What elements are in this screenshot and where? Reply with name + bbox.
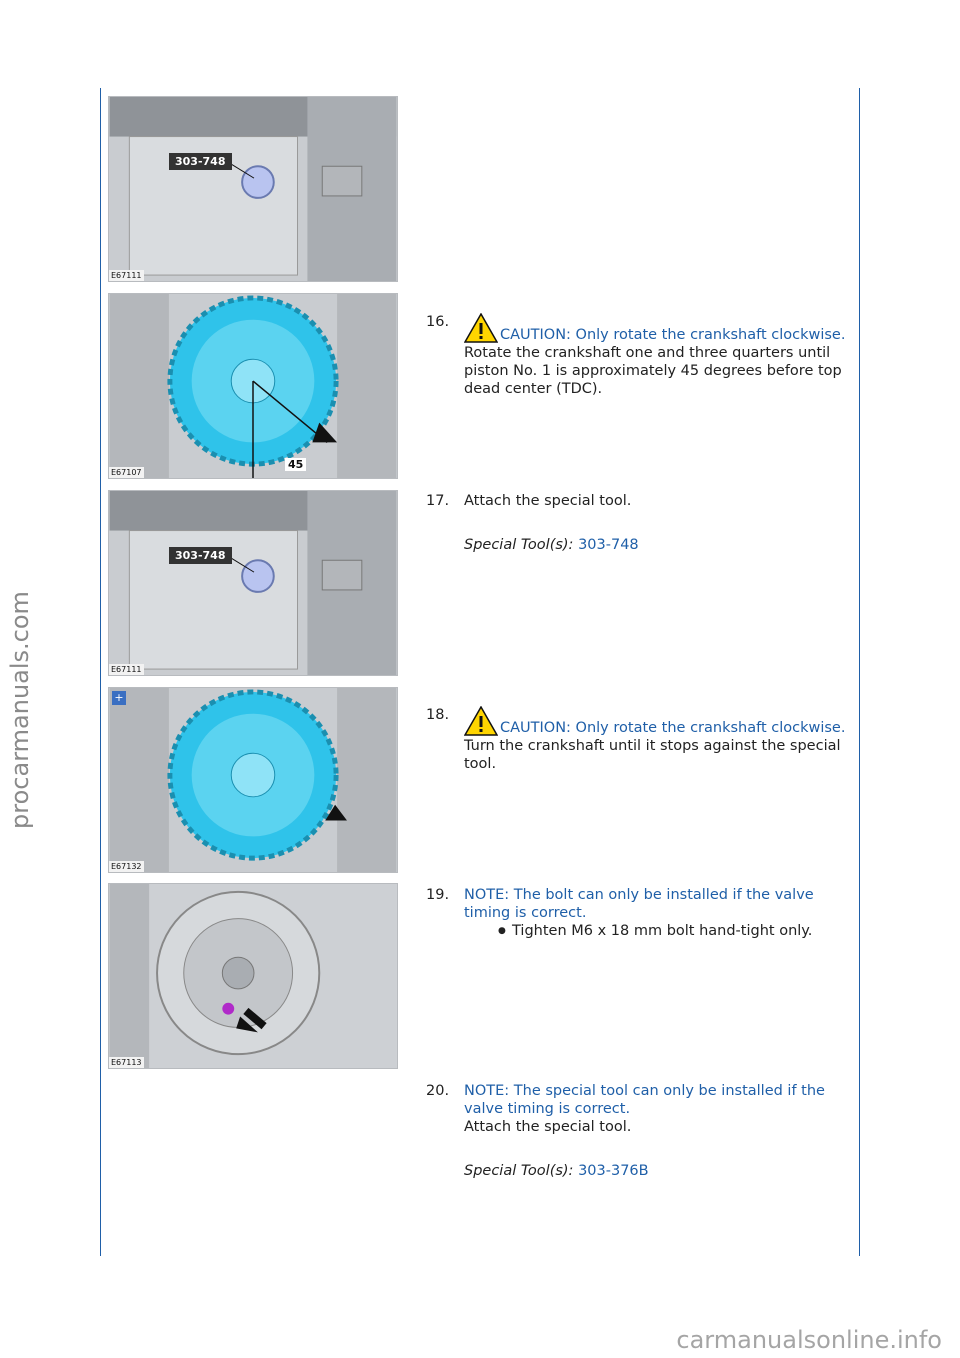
pulley-illustration [109,294,397,478]
side-watermark-text: procarmanuals.com [6,591,35,829]
pulley-illustration [109,688,397,872]
bullet-list [464,922,846,940]
caution-text: CAUTION: Only rotate the crankshaft clockwise. [500,327,846,343]
step-number: 18. [426,707,450,723]
bottom-watermark: carmanualsonline.info [676,1326,942,1354]
step-text: Attach the special tool. [464,1119,632,1135]
special-tool-label: Special Tool(s): [464,537,574,553]
step-number: 17. [426,493,450,509]
figure-tool-engine-2[interactable] [108,490,398,676]
figure-pulley-stop[interactable] [108,687,398,873]
figure-pulley-45[interactable] [108,293,398,479]
note-text: NOTE: The special tool can only be installed if the valve timing is correct. [464,1083,825,1117]
angle-label: 45 [285,458,306,471]
special-tool-link[interactable]: 303-748 [578,537,639,553]
side-watermark [0,560,40,860]
left-rule [100,88,101,1256]
caution [464,706,846,737]
special-tool-link[interactable]: 303-376B [578,1163,649,1179]
step-text: Turn the crankshaft until it stops against the special tool. [464,738,841,772]
zoom-icon[interactable]: + [112,691,126,705]
step-text: Rotate the crankshaft one and three quarters until piston No. 1 is approximately 45 degrees before top dead center (TDC). [464,345,842,397]
special-tool-label: Special Tool(s): [464,1163,574,1179]
bolt-illustration [109,884,397,1068]
step-number: 16. [426,314,450,330]
step-number: 20. [426,1083,450,1099]
right-rule [859,88,860,1256]
figure-code: E67107 [111,468,142,477]
figure-code: E67132 [111,862,142,871]
figure-code: E67111 [111,271,142,280]
step-19 [426,886,846,940]
step-number: 19. [426,887,450,903]
warning-icon [464,706,498,736]
caution [464,313,846,344]
engine-illustration [109,97,397,281]
special-tool-line [464,1162,846,1180]
step-17 [426,492,846,554]
figure-tool-engine[interactable] [108,96,398,282]
step-16 [426,313,846,398]
engine-illustration [109,491,397,675]
bullet-item: ● Tighten M6 x 18 mm bolt hand-tight only. [512,922,846,940]
step-20 [426,1082,846,1180]
figure-code: E67113 [111,1058,142,1067]
tool-callout: 303-748 [169,547,232,564]
figure-code: E67111 [111,665,142,674]
step-18 [426,706,846,773]
tool-callout: 303-748 [169,153,232,170]
figure-bolt[interactable] [108,883,398,1069]
special-tool-line [464,536,846,554]
caution-text: CAUTION: Only rotate the crankshaft clockwise. [500,720,846,736]
warning-icon [464,313,498,343]
note-text: NOTE: The bolt can only be installed if the valve timing is correct. [464,887,814,921]
step-text: Attach the special tool. [464,493,632,509]
